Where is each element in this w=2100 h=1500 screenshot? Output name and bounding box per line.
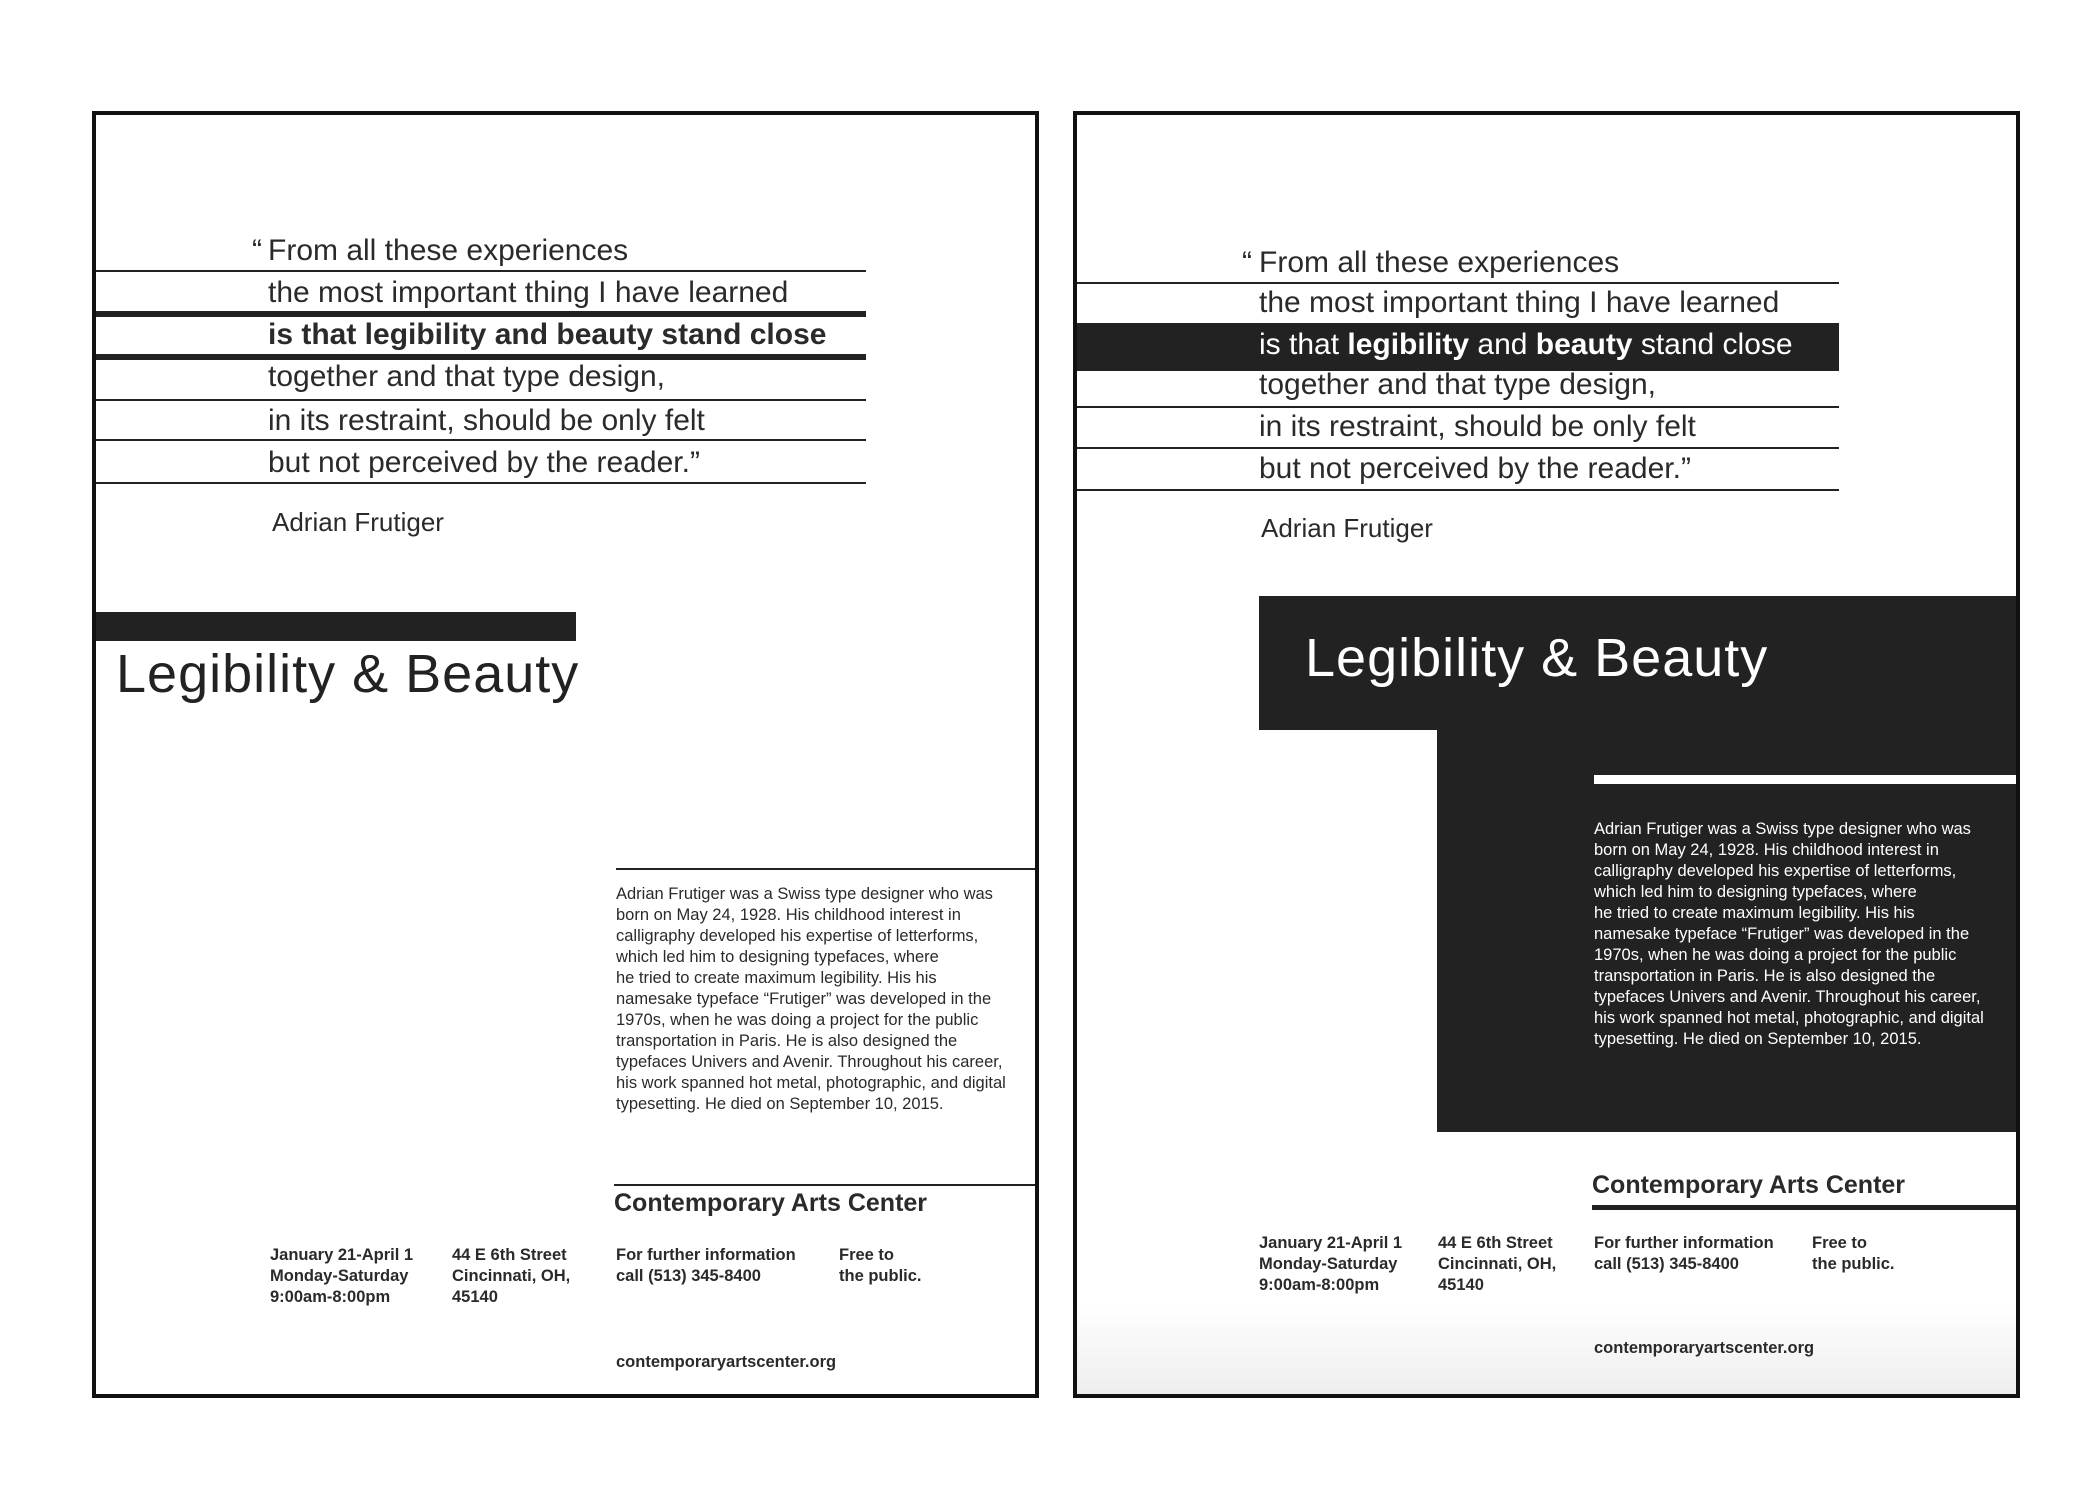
quote-rule	[1077, 406, 1839, 408]
quote-line-3-highlight	[1259, 327, 1793, 363]
venue-rule	[1592, 1205, 2016, 1210]
admission-info: Free to the public.	[839, 1246, 922, 1285]
website-url: contemporaryartscenter.org	[616, 1353, 837, 1371]
event-dates: January 21-April 1 Monday-Saturday 9:00am-8:00pm	[1259, 1234, 1403, 1294]
poster-title: Legibility & Beauty	[1305, 628, 1769, 688]
biography-text: Adrian Frutiger was a Swiss type designer who was born on May 24, 1928. His childhood interest in calligraphy developed his expertise of letterforms, which led him to designing typefaces, where he tried to create maximum legibility. His his namesake typeface “Frutiger” was developed in the 1970s, when he was doing a project for the public transportation in Paris. He is also designed the typefaces Univers and Avenir. Throughout his career, his work spanned hot metal, photographic, and digital typesetting. He died on September 10, 2015.	[616, 885, 1006, 1113]
contact-info: For further information call (513) 345-8400	[616, 1246, 796, 1285]
quote-author: Adrian Frutiger	[272, 507, 444, 537]
quote-rule	[96, 399, 866, 401]
poster-light-version	[92, 111, 1039, 1398]
quote-line-6: but not perceived by the reader.”	[268, 446, 700, 479]
keyword-beauty: beauty	[1535, 328, 1633, 361]
quote-rule	[96, 270, 866, 272]
contact-info: For further information call (513) 345-8400	[1594, 1234, 1774, 1273]
venue-name: Contemporary Arts Center	[614, 1189, 928, 1217]
keyword-legibility: legibility	[1347, 328, 1470, 361]
event-address: 44 E 6th Street Cincinnati, OH, 45140	[1438, 1234, 1557, 1294]
quote-line-3-bold: is that legibility and beauty stand close	[268, 318, 827, 351]
venue-rule	[614, 1184, 1035, 1186]
quote-line-5: in its restraint, should be only felt	[1259, 410, 1696, 443]
quote-rule	[1077, 282, 1839, 284]
quote-open-mark: “	[1242, 246, 1252, 279]
quote-rule	[96, 439, 866, 441]
quote-line-5: in its restraint, should be only felt	[268, 404, 705, 437]
quote-line-1: From all these experiences	[1259, 246, 1620, 279]
poster-title: Legibility & Beauty	[116, 644, 580, 704]
quote-open-mark: “	[252, 234, 262, 267]
bio-rule	[1594, 775, 2016, 784]
quote-text: is that	[1259, 328, 1348, 361]
poster-dark-version	[1073, 111, 2020, 1398]
quote-block	[1077, 115, 2016, 615]
quote-text: and	[1469, 328, 1536, 361]
quote-line-6: but not perceived by the reader.”	[1259, 452, 1691, 485]
website-url: contemporaryartscenter.org	[1594, 1339, 1815, 1357]
quote-rule	[96, 482, 866, 484]
quote-line-4: together and that type design,	[1259, 368, 1656, 401]
quote-rule	[1077, 447, 1839, 449]
title-bar	[96, 612, 576, 641]
quote-block	[96, 115, 1035, 615]
venue-name: Contemporary Arts Center	[1592, 1171, 1906, 1199]
quote-line-1: From all these experiences	[268, 234, 629, 267]
bio-rule	[616, 868, 1035, 870]
quote-line-4: together and that type design,	[268, 360, 665, 393]
biography-text: Adrian Frutiger was a Swiss type designer who was born on May 24, 1928. His childhood interest in calligraphy developed his expertise of letterforms, which led him to designing typefaces, where he tried to create maximum legibility. His his namesake typeface “Frutiger” was developed in the 1970s, when he was doing a project for the public transportation in Paris. He is also designed the typefaces Univers and Avenir. Throughout his career, his work spanned hot metal, photographic, and digital typesetting. He died on September 10, 2015.	[1594, 820, 1984, 1048]
event-address: 44 E 6th Street Cincinnati, OH, 45140	[452, 1246, 571, 1306]
quote-text: stand close	[1632, 328, 1793, 361]
quote-line-2: the most important thing I have learned	[268, 276, 789, 309]
quote-rule	[1077, 489, 1839, 491]
quote-line-2: the most important thing I have learned	[1259, 286, 1780, 319]
event-dates: January 21-April 1 Monday-Saturday 9:00am-8:00pm	[270, 1246, 414, 1306]
quote-author: Adrian Frutiger	[1261, 513, 1433, 543]
admission-info: Free to the public.	[1812, 1234, 1895, 1273]
